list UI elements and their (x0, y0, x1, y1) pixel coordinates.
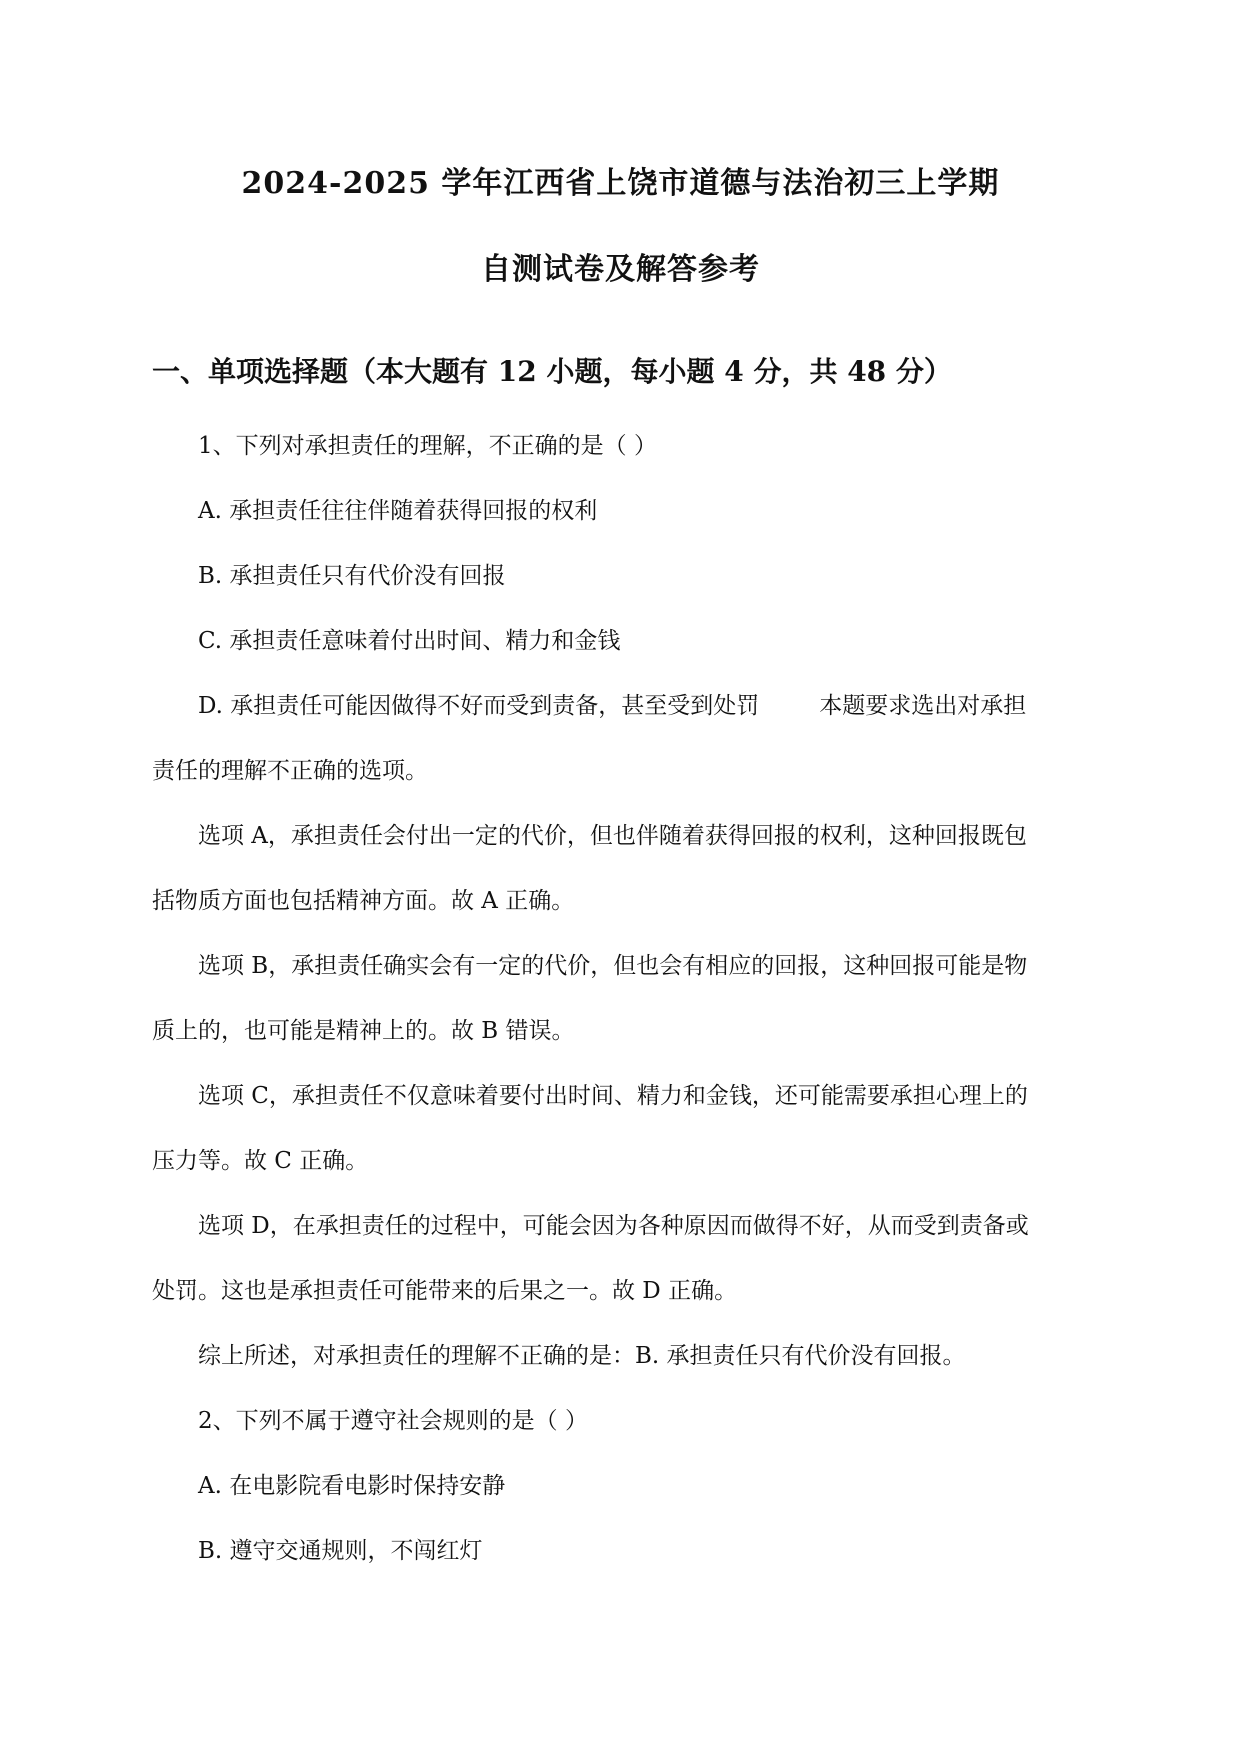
question-2-stem: 2、下列不属于遵守社会规则的是（ ） (198, 1408, 588, 1434)
question-1-explain-c-line1: 选项 C，承担责任不仅意味着要付出时间、精力和金钱，还可能需要承担心理上的 (198, 1083, 1028, 1109)
question-2-option-b: B. 遵守交通规则，不闯红灯 (198, 1538, 483, 1564)
question-1-explain-a-line1: 选项 A，承担责任会付出一定的代价，但也伴随着获得回报的权利，这种回报既包 (198, 823, 1027, 849)
question-1-option-b: B. 承担责任只有代价没有回报 (198, 563, 506, 589)
question-1-option-c: C. 承担责任意味着付出时间、精力和金钱 (198, 628, 621, 654)
question-1-explain-d-line2: 处罚。这也是承担责任可能带来的后果之一。故 D 正确。 (152, 1278, 738, 1304)
document-title-line1: 2024-2025 学年江西省上饶市道德与法治初三上学期 (241, 166, 1000, 201)
question-1-explain-b-line1: 选项 B，承担责任确实会有一定的代价，但也会有相应的回报，这种回报可能是物 (198, 953, 1028, 979)
question-1-summary: 综上所述，对承担责任的理解不正确的是：B. 承担责任只有代价没有回报。 (198, 1343, 966, 1369)
question-1-option-a: A. 承担责任往往伴随着获得回报的权利 (198, 498, 598, 524)
question-1-explain-a-line2: 括物质方面也包括精神方面。故 A 正确。 (152, 888, 575, 914)
document-title-line2: 自测试卷及解答参考 (481, 252, 760, 287)
question-1-answer-intro-part1: 本题要求选出对承担 (819, 693, 1027, 719)
question-1-option-d-line (198, 691, 1026, 721)
question-2-option-a: A. 在电影院看电影时保持安静 (198, 1473, 506, 1499)
question-1-explain-b-line2: 质上的，也可能是精神上的。故 B 错误。 (152, 1018, 575, 1044)
question-1-option-d: D. 承担责任可能因做得不好而受到责备，甚至受到处罚 (198, 693, 760, 719)
section-heading-single-choice: 一、单项选择题（本大题有 12 小题，每小题 4 分，共 48 分） (152, 355, 952, 388)
question-1-explain-d-line1: 选项 D，在承担责任的过程中，可能会因为各种原因而做得不好，从而受到责备或 (198, 1213, 1029, 1239)
question-1-explain-c-line2: 压力等。故 C 正确。 (152, 1148, 369, 1174)
question-1-stem: 1、下列对承担责任的理解，不正确的是（ ） (198, 433, 657, 459)
question-1-answer-intro-part2: 责任的理解不正确的选项。 (152, 758, 428, 784)
